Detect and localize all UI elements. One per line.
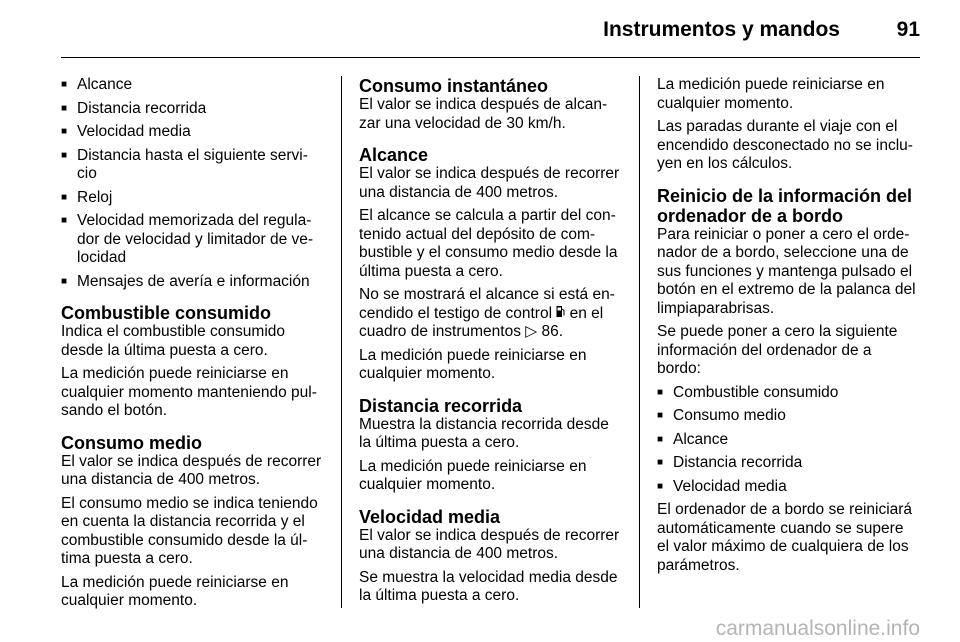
bullet-icon: ■ [61, 79, 68, 90]
header-divider [61, 57, 920, 58]
list-item: ■ Alcance [657, 430, 729, 448]
section-distancia-recorrida [359, 396, 624, 495]
list-item: ■ Velocidad media [61, 123, 191, 140]
paragraph: Se muestra la velocidad media desde la última puesta a cero. [359, 568, 618, 604]
bullet-icon: ■ [657, 433, 664, 445]
section-heading: Combustible consumido [61, 303, 272, 323]
section-consumo-instantaneo [359, 76, 624, 133]
list-item: ■ Reloj [61, 188, 113, 206]
section-heading: Distancia recorrida [359, 395, 523, 416]
paragraph: El valor se indica después de alcan- zar una velocidad de 30 km/h. [359, 96, 608, 132]
bullet-icon: ■ [657, 480, 664, 492]
list-item: ■ Velocidad memorizada del regula- dor de velocidad y limitador de ve- locidad [61, 212, 314, 266]
column-divider-1 [341, 76, 342, 608]
bullet-icon: ■ [61, 149, 68, 161]
bullet-icon: ■ [61, 126, 68, 137]
section-heading: Reinicio de la información del ordenador de a bordo [657, 185, 913, 226]
bullet-icon: ■ [61, 275, 68, 287]
bullet-icon: ■ [657, 457, 664, 468]
paragraph: La medición puede reiniciarse en cualquier momento. [657, 76, 885, 112]
paragraph: El valor se indica después de recorrer una distancia de 400 metros. [359, 526, 620, 562]
bullet-icon: ■ [61, 191, 68, 203]
column-2 [359, 76, 624, 611]
bullet-icon: ■ [657, 410, 664, 421]
display-items-list [61, 76, 326, 291]
list-item: ■ Mensajes de avería e información [61, 272, 310, 290]
list-item: ■ Distancia hasta el siguiente servi- cio [61, 146, 308, 182]
section-heading: Velocidad media [359, 506, 501, 527]
bullet-icon: ■ [61, 102, 68, 114]
fuel-pump-icon [556, 305, 565, 324]
column-1 [61, 76, 326, 616]
page-number: 91 [896, 18, 920, 41]
section-reinicio [657, 186, 922, 576]
section-combustible-consumido [61, 303, 326, 421]
paragraph: Para reiniciar o poner a cero el orde- nador de a bordo, seleccione una de sus funciones y mantenga pulsado el botón en el extremo de la palanca del limpiaparabrisas. [657, 225, 916, 317]
bullet-icon: ■ [657, 386, 664, 398]
column-3 [657, 76, 922, 580]
list-item: ■ Consumo medio [657, 407, 786, 424]
paragraph: Las paradas durante el viaje con el encendido desconectado no se inclu- yen en los cálculos. [657, 118, 913, 172]
list-item: ■ Distancia recorrida [61, 99, 207, 117]
paragraph: El ordenador de a bordo se reiniciará automáticamente cuando se supere el valor máximo de cualquiera de los parámetros. [657, 501, 913, 574]
section-heading: Alcance [359, 145, 429, 165]
list-item: ■ Combustible consumido [657, 383, 839, 401]
paragraph: La medición puede reiniciarse en cualquier momento. [61, 573, 289, 609]
paragraph: El alcance se calcula a partir del con- tenido actual del depósito de com- bustible y el consumo medio desde la última puesta a cero. [359, 207, 618, 280]
section-consumo-medio [61, 433, 326, 611]
watermark: carmanualsonline.info [715, 617, 920, 640]
section-velocidad-media [359, 507, 624, 606]
section-alcance [359, 145, 624, 384]
section-heading: Consumo instantáneo [359, 76, 549, 96]
paragraph: No se mostrará el alcance si está en- cendido el testigo de control en el cuadro de instrumentos ▷ 86. [359, 286, 615, 340]
list-item: ■ Distancia recorrida [657, 454, 803, 471]
paragraph: La medición puede reiniciarse en cualquier momento. [359, 346, 587, 382]
section-heading: Consumo medio [61, 432, 203, 453]
reset-items-list [657, 384, 922, 497]
paragraph: La medición puede reiniciarse en cualquier momento manteniendo pul- sando el botón. [61, 365, 317, 419]
list-item: ■ Velocidad media [657, 477, 787, 495]
paragraph: El consumo medio se indica teniendo en cuenta la distancia recorrida y el combustible consumido desde la úl- tima puesta a cero. [61, 494, 318, 567]
paragraph: El valor se indica después de recorrer una distancia de 400 metros. [61, 452, 322, 488]
bullet-icon: ■ [61, 215, 68, 226]
page-reference-arrow-icon: ▷ [525, 323, 542, 340]
list-item: ■ Alcance [61, 76, 133, 93]
page-header-title: Instrumentos y mandos [603, 18, 840, 41]
column-divider-2 [639, 76, 640, 608]
paragraph: El valor se indica después de recorrer una distancia de 400 metros. [359, 165, 620, 201]
paragraph: Indica el combustible consumido desde la última puesta a cero. [61, 323, 286, 359]
paragraph: La medición puede reiniciarse en cualquier momento. [359, 457, 587, 493]
paragraph: Muestra la distancia recorrida desde la última puesta a cero. [359, 415, 609, 451]
paragraph: Se puede poner a cero la siguiente información del ordenador de a bordo: [657, 323, 898, 377]
